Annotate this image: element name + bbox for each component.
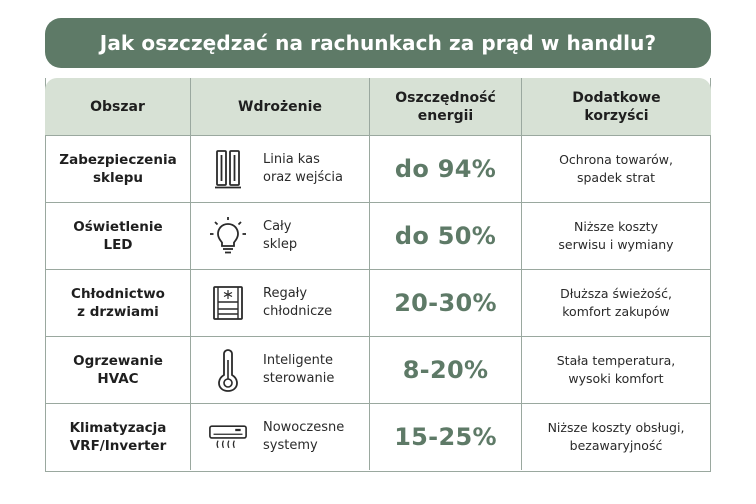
- implementation-cell: [190, 270, 369, 336]
- implementation-text: Regały chłodnicze: [263, 286, 333, 319]
- security-gate-icon: [209, 147, 247, 191]
- table-row: [46, 135, 710, 202]
- air-conditioner-icon: [209, 415, 247, 459]
- savings-value: 15-25%: [369, 404, 521, 470]
- benefit-text: Niższe koszty serwisu i wymiany: [521, 203, 710, 269]
- area-cell: Zabezpieczenia sklepu: [59, 152, 177, 186]
- implementation-text: Inteligente sterowanie: [263, 353, 335, 386]
- savings-value: 20-30%: [369, 270, 521, 336]
- header-area: Obszar: [90, 98, 145, 115]
- page-title: Jak oszczędzać na rachunkach za prąd w handlu?: [45, 18, 711, 68]
- header-savings: Oszczędność energii: [369, 78, 521, 135]
- header-implementation: Wdrożenie: [190, 78, 369, 135]
- savings-value: 8-20%: [369, 337, 521, 403]
- implementation-cell: [190, 136, 369, 202]
- table-body: [46, 135, 710, 470]
- benefit-text: Niższe koszty obsługi, bezawaryjność: [521, 404, 710, 470]
- table-row: [46, 403, 710, 470]
- savings-value: do 50%: [369, 203, 521, 269]
- implementation-text: Nowoczesne systemy: [263, 420, 345, 453]
- implementation-text: Linia kas oraz wejścia: [263, 152, 343, 185]
- table-row: [46, 269, 710, 336]
- area-cell: Oświetlenie LED: [73, 219, 163, 253]
- area-cell: Ogrzewanie HVAC: [73, 353, 163, 387]
- savings-value: do 94%: [369, 136, 521, 202]
- fridge-icon: [209, 281, 247, 325]
- implementation-cell: [190, 203, 369, 269]
- area-cell: Klimatyzacja VRF/Inverter: [69, 420, 167, 454]
- area-cell: Chłodnictwo z drzwiami: [71, 286, 165, 320]
- implementation-cell: [190, 404, 369, 470]
- table-row: [46, 202, 710, 269]
- savings-table: [45, 78, 711, 472]
- benefit-text: Ochrona towarów, spadek strat: [521, 136, 710, 202]
- implementation-cell: [190, 337, 369, 403]
- table-row: [46, 336, 710, 403]
- implementation-text: Cały sklep: [263, 219, 298, 252]
- thermometer-icon: [209, 348, 247, 392]
- benefit-text: Stała temperatura, wysoki komfort: [521, 337, 710, 403]
- table-header: [45, 78, 711, 135]
- header-benefits: Dodatkowe korzyści: [521, 78, 711, 135]
- benefit-text: Dłuższa świeżość, komfort zakupów: [521, 270, 710, 336]
- lightbulb-icon: [209, 214, 247, 258]
